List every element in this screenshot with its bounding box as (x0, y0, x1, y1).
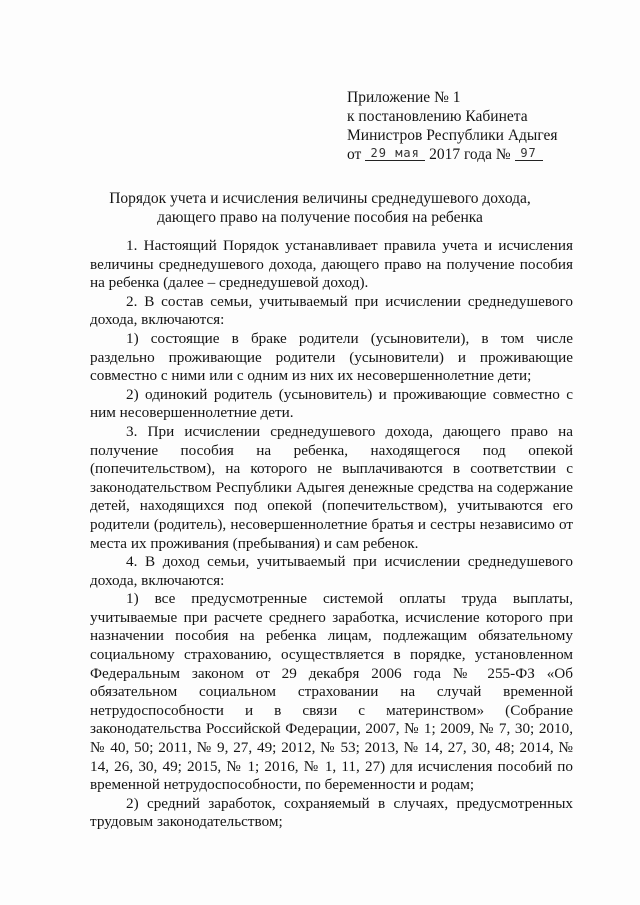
paragraph-4: 4. В доход семьи, учитываемый при исчислении среднедушевого дохода, включаются: (90, 553, 573, 589)
paragraph-2-item-1: 1) состоящие в браке родители (усыновители), в том числе раздельно проживающие родители (усыновители) и проживающие совместно с ними или с одним из них их несовершеннолетние дети; (90, 329, 573, 385)
handwritten-number: 97 (515, 146, 543, 161)
paragraph-1: 1. Настоящий Порядок устанавливает правила учета и исчисления величины среднедушевого дохода, дающего право на получение пособия на ребенка (далее – среднедушевой доход). (90, 237, 573, 292)
year-text: 2017 года № (429, 146, 511, 163)
paragraph-2-item-2: 2) одинокий родитель (усыновитель) и проживающие совместно с ним несовершеннолетние дети. (90, 385, 573, 422)
appendix-title: Приложение № 1 (347, 89, 461, 106)
paragraph-4-item-1: 1) все предусмотренные системой оплаты труда выплаты, учитываемые при расчете среднего заработка, исчисление которого при назначении пособия на ребенка лицам, подлежащим обязательному социальному страхованию, осуществляется в порядке, установленном Федеральным законом от 29 декабря 2006 года № 255-ФЗ «Об обязательном социальном страховании на случай временной нетрудоспособности и в связи с материнством» (Собрание законодательства Российской Федерации, 2007, № 1; 2009, № 7, 30; 2010, № 40, 50; 2011, № 9, 27, 49; 2012, № 53; 2013, № 14, 27, 30, 48; 2014, № 14, 26, 30, 49; 2015, № 1; 2016, № 1, 11, 27) для исчисления пособий по временной нетрудоспособности, по беременности и родам; (90, 590, 573, 794)
title-line-1: Порядок учета и исчисления величины среднедушевого дохода, (109, 190, 531, 207)
appendix-cabinet-line: Министров Республики Адыгея (347, 127, 558, 144)
date-prefix: от (347, 146, 362, 163)
paragraph-2: 2. В состав семьи, учитываемый при исчислении среднедушевого дохода, включаются: (90, 292, 573, 329)
document-title (60, 189, 580, 227)
paragraph-4-item-2: 2) средний заработок, сохраняемый в случаях, предусмотренных трудовым законодательством; (90, 794, 573, 831)
document-body (90, 237, 573, 832)
appendix-resolution-line: к постановлению Кабинета (347, 108, 528, 125)
appendix-date-line (347, 145, 607, 164)
handwritten-date: 29 мая (365, 146, 425, 161)
appendix-header (347, 88, 607, 164)
title-line-2: дающего право на получение пособия на ребенка (157, 209, 483, 226)
paragraph-3: 3. При исчислении среднедушевого дохода, дающего право на получение пособия на ребенка, находящегося под опекой (попечительством), на которого не выплачиваются в соответствии с законодательством Республики Адыгея денежные средства на содержание детей, находящихся под опекой (попечительством), учитываются его родители (родитель), несовершеннолетние братья и сестры независимо от места их проживания (пребывания) и сам ребенок. (90, 422, 573, 552)
